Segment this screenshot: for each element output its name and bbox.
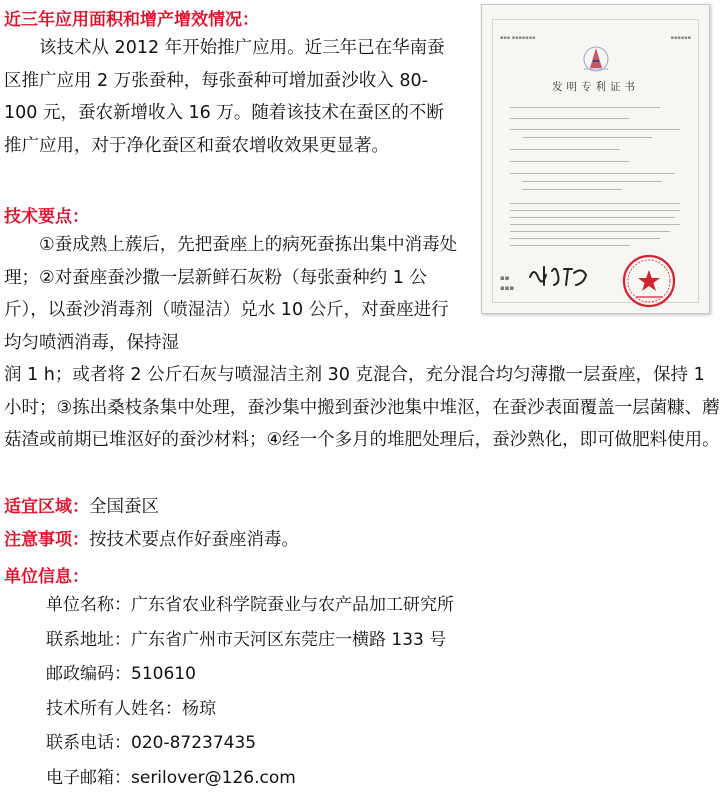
patent-emblem-icon (576, 43, 616, 75)
certificate-corner-mark: ▪▪▪▪▪▪ (671, 35, 691, 41)
patent-certificate-image (481, 4, 710, 314)
heading-key-points: 技术要点： (4, 202, 89, 227)
paragraph-key-points-part1: ①蚕成熟上蔟后，先把蚕座上的病死蚕拣出集中消毒处理；②对蚕座蚕沙撒一层新鲜石灰粉（每张蚕种约 1 公斤），以蚕沙消毒剂（喷湿洁）兑水 10 公斤，对蚕座进行均匀喷洒消毒，保持湿 (4, 229, 458, 359)
certificate-text-line (510, 245, 630, 246)
certificate-text-line (510, 149, 620, 150)
certificate-text-line (510, 161, 630, 162)
heading-unit-info: 单位信息： (4, 562, 89, 587)
certificate-serial-mark: ▪▪▪ ▪▪▪▪▪▪▪ (500, 35, 535, 41)
notes-row (4, 524, 299, 557)
unit-email: 电子邮箱：serilover@126.com (46, 761, 454, 795)
region-row (4, 491, 159, 524)
signature-icon (526, 263, 590, 289)
certificate-text-line (510, 224, 680, 225)
certificate-title: 发明专利证书 (482, 79, 709, 94)
certificate-text-line (510, 118, 630, 119)
unit-postcode: 邮政编码：510610 (46, 657, 454, 692)
heading-effect: 近三年应用面积和增产增效情况： (4, 5, 259, 30)
unit-info-list (46, 588, 454, 795)
paragraph-effect: 该技术从 2012 年开始推广应用。近三年已在华南蚕区推广应用 2 万张蚕种，每张蚕种可增加蚕沙收入 80-100 元，蚕农新增收入 16 万。随着该技术在蚕区的不断推广应用，对于净化蚕区和蚕农增收效果更显著。 (4, 32, 455, 162)
certificate-signature-label: ▪▪ ▪▪▪ (500, 273, 514, 293)
certificate-text-line (510, 217, 675, 218)
certificate-text-line (522, 137, 652, 138)
unit-address: 联系地址：广东省广州市天河区东莞庄一横路 133 号 (46, 623, 454, 658)
certificate-text-line (510, 203, 680, 204)
certificate-text-line (522, 181, 662, 182)
certificate-text-line (510, 173, 675, 174)
certificate-text-line (510, 231, 670, 232)
certificate-text-line (510, 238, 660, 239)
certificate-text-line (510, 107, 660, 108)
official-seal-icon (620, 253, 678, 309)
certificate-text-line (510, 129, 680, 130)
unit-owner: 技术所有人姓名：杨琼 (46, 692, 454, 727)
certificate-text-line (522, 189, 622, 190)
region-value: 全国蚕区 (89, 497, 159, 517)
notes-value: 按技术要点作好蚕座消毒。 (89, 530, 299, 550)
paragraph-key-points-part2: 润 1 h；或者将 2 公斤石灰与喷湿洁主剂 30 克混合，充分混合均匀薄撒一层蚕座，保持 1 小时；③拣出桑枝条集中处理，蚕沙集中搬到蚕沙池集中堆沤，在蚕沙表面覆盖一层菌糠、蘑菇渣或前期已堆沤好的蚕沙材料；④经一个多月的堆肥处理后，蚕沙熟化，即可做肥料使用。 (4, 359, 720, 457)
notes-label: 注意事项： (4, 530, 89, 550)
unit-name: 单位名称：广东省农业科学院蚕业与农产品加工研究所 (46, 588, 454, 623)
unit-phone: 联系电话：020-87237435 (46, 726, 454, 761)
certificate-text-line (510, 210, 680, 211)
region-label: 适宜区域： (4, 497, 89, 517)
